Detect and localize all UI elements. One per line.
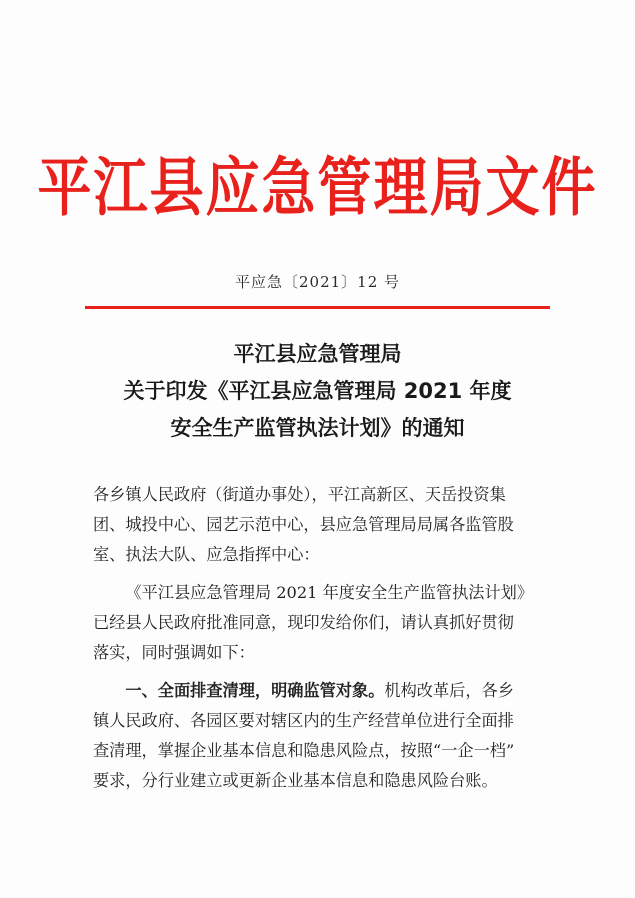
recipients-line-1: 各乡镇人民政府（街道办事处），平江高新区、天岳投资集 xyxy=(93,485,506,504)
intro-line-1: 《平江县应急管理局 2021 年度安全生产监管执法计划》 xyxy=(125,583,534,602)
recipients-line-2: 团、城投中心、园艺示范中心，县应急管理局局属各监管股 xyxy=(93,515,514,534)
section-1-line-2: 镇人民政府、各园区要对辖区内的生产经营单位进行全面排 xyxy=(93,711,514,730)
title-line-2: 关于印发《平江县应急管理局 2021 年度 xyxy=(123,379,512,403)
document-body xyxy=(93,480,545,804)
section-1-line-4: 要求，分行业建立或更新企业基本信息和隐患风险台账。 xyxy=(93,771,498,790)
recipients-paragraph xyxy=(93,480,545,570)
section-1-heading: 一、全面排查清理，明确监管对象。 xyxy=(125,681,385,700)
section-1-paragraph xyxy=(93,676,545,796)
section-1-line-1 xyxy=(93,676,545,706)
section-1-line-3: 查清理，掌握企业基本信息和隐患风险点，按照“一企一档” xyxy=(93,741,515,760)
intro-line-2: 已经县人民政府批准同意，现印发给你们，请认真抓好贯彻 xyxy=(93,613,514,632)
notice-title xyxy=(0,336,635,447)
document-number: 平应急〔2021〕12 号 xyxy=(234,273,401,291)
recipients-line-3: 室、执法大队、应急指挥中心： xyxy=(93,545,320,564)
intro-line-3: 落实，同时强调如下： xyxy=(93,643,255,662)
title-line-3: 安全生产监管执法计划》的通知 xyxy=(170,416,465,440)
title-line-1: 平江县应急管理局 xyxy=(233,342,402,366)
intro-paragraph xyxy=(93,578,545,668)
masthead-title: 平江县应急管理局文件 xyxy=(37,149,598,225)
section-1-first-line-rest: 机构改革后，各乡 xyxy=(384,681,514,700)
red-divider-rule xyxy=(85,306,550,309)
